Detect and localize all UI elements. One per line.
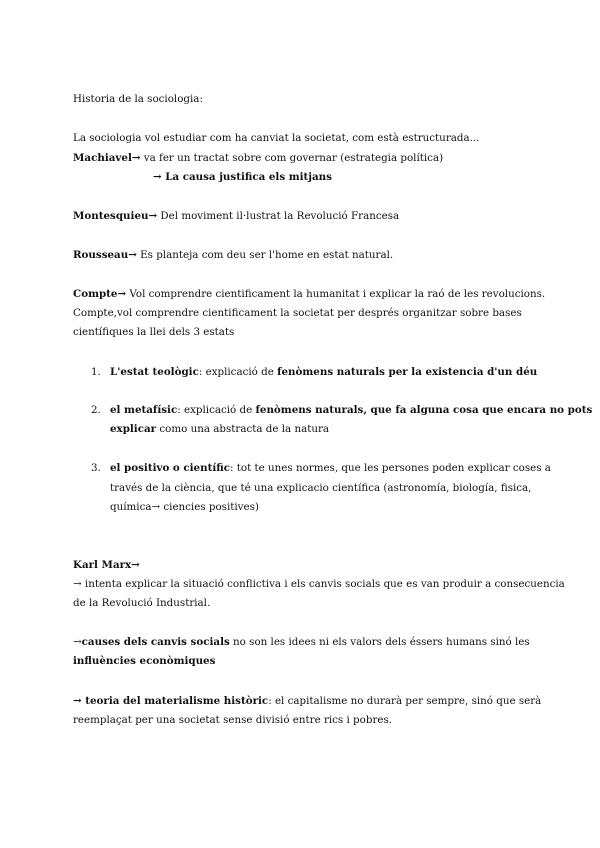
item-text: : explicació de (198, 366, 278, 378)
compte-line-2: Compte,vol comprendre cientificament la societat per després organitzar sobre bases (73, 307, 522, 319)
machiavel-sub (153, 168, 332, 188)
item-bold: , que fa alguna cosa que encara no pots (363, 404, 593, 416)
item-bold: fenòmens naturals per la existencia d'un déu (277, 366, 538, 378)
marx-p3-line1 (73, 692, 541, 712)
marx-p3-line2: reemplaçat per una societat sense divisió entre rics i pobres. (73, 714, 393, 726)
machiavel-name: Machiavel (73, 152, 132, 164)
intro-paragraph: La sociologia vol estudiar com ha canviat la societat, com està estructurada... (73, 132, 480, 144)
montesquieu-name: Montesquieu (73, 210, 149, 222)
list-number: 1. (91, 366, 101, 378)
machiavel-line (73, 149, 443, 169)
list-item (110, 363, 537, 383)
machiavel-quote: → La causa justifica els mitjans (153, 171, 332, 183)
marx-p2-line2 (73, 652, 215, 672)
list-item (110, 401, 592, 421)
item-heading: el metafísic (110, 404, 178, 416)
item-text: como una abstracta de la natura (156, 423, 330, 435)
rousseau-name: Rousseau (73, 249, 129, 261)
montesquieu-text: Del moviment il·lustrat la Revolució Francesa (157, 210, 400, 222)
arrow-icon: → (117, 288, 127, 300)
item-heading: L'estat teològic (110, 366, 199, 378)
compte-line-3: científiques la llei dels 3 estats (73, 326, 235, 338)
list-item-continued (110, 420, 329, 440)
marx-p3-text: : el capitalisme no durarà per sempre, sinó que serà (268, 695, 542, 707)
rousseau-line (73, 246, 393, 266)
list-item (110, 459, 551, 479)
marx-heading (73, 556, 140, 576)
compte-text-1: Vol comprendre cientificament la humanitat i explicar la raó de les revolucions. (126, 288, 546, 300)
marx-p2-bold: causes dels canvis socials (81, 636, 230, 648)
item-text: : explicació de (177, 404, 256, 416)
list-item-continued: química→ ciencies positives) (110, 501, 259, 513)
machiavel-text: va fer un tractat sobre com governar (estrategia política) (140, 152, 444, 164)
item-heading: el positivo o científic (110, 462, 231, 474)
marx-p2-bold2: influències econòmiques (73, 655, 216, 667)
compte-name: Compte (73, 288, 118, 300)
arrow-icon: → (128, 249, 137, 261)
rousseau-text: Es planteja com deu ser l'home en estat natural. (136, 249, 394, 261)
arrow-icon: → (73, 636, 82, 648)
marx-name: Karl Marx→ (73, 559, 140, 571)
item-bold: fenòmens naturals (255, 404, 364, 416)
arrow-icon: → (148, 210, 158, 222)
marx-p2-line1 (73, 633, 530, 653)
item-text: : tot te unes normes, que les persones poden explicar coses a (230, 462, 551, 474)
list-item-continued: través de la ciència, que té una explicacio científica (astronomía, biología, fisica, (110, 482, 532, 494)
montesquieu-line (73, 207, 399, 227)
page-title: Historia de la sociologia: (73, 93, 203, 105)
marx-p2-text: no son les idees ni els valors dels éssers humans sinó les (229, 636, 530, 648)
list-number: 2. (91, 404, 101, 416)
marx-p3-bold: → teoria del materialisme històric (73, 695, 269, 707)
compte-line-1 (73, 285, 545, 305)
list-number: 3. (91, 462, 101, 474)
marx-p1-line1: → intenta explicar la situació conflictiva i els canvis socials que es van produir a consecuencia (73, 578, 565, 590)
item-bold: explicar (110, 423, 157, 435)
arrow-icon: → (131, 152, 141, 164)
marx-p1-line2: de la Revolució Industrial. (73, 597, 211, 609)
